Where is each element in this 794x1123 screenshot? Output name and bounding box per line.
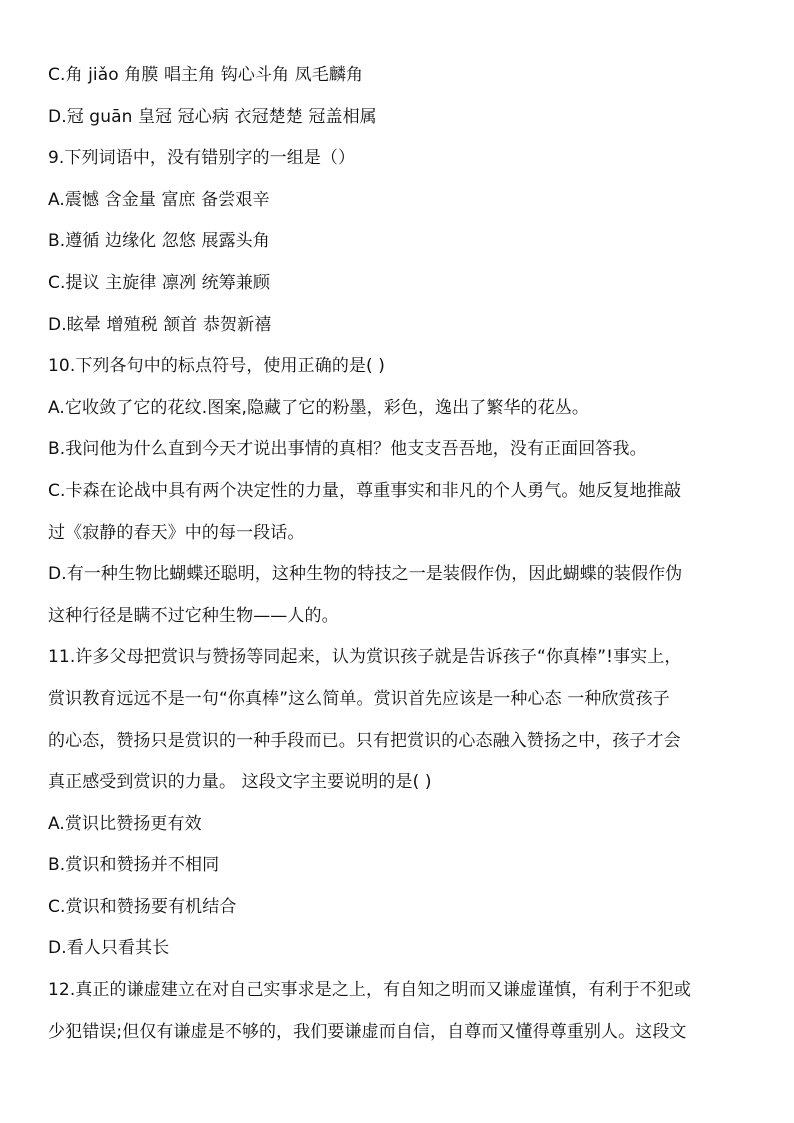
question-line: 11.许多父母把赏识与赞扬等同起来，认为赏识孩子就是告诉孩子“你真棒”!事实上， (48, 647, 682, 668)
option-line: A.它收敛了它的花纹.图案,隐藏了它的粉墨，彩色，逸出了繁华的花丛。 (48, 397, 589, 418)
option-line-continued: 过《寂静的春天》中的每一段话。 (48, 522, 305, 543)
option-line: D.眩晕 增殖税 颔首 恭贺新禧 (48, 314, 272, 335)
option-line: D.冠 guān 皇冠 冠心病 衣冠楚楚 冠盖相属 (48, 106, 377, 127)
option-line: C.角 jiǎo 角膜 唱主角 钩心斗角 凤毛麟角 (48, 65, 364, 85)
option-line: A.赏识比赞扬更有效 (48, 813, 202, 834)
option-line: B.遵循 边缘化 忽悠 展露头角 (48, 231, 270, 252)
option-line: C.提议 主旋律 凛冽 统筹兼顾 (48, 272, 271, 293)
question-line: 12.真正的谦虚建立在对自己实事求是之上，有自知之明而又谦虚谨慎，有利于不犯或 (48, 980, 691, 1001)
option-line: B.我问他为什么直到今天才说出事情的真相？他支支吾吾地，没有正面回答我。 (48, 439, 647, 460)
option-line: A.震憾 含金量 富庶 备尝艰辛 (48, 189, 270, 210)
option-line: B.赏识和赞扬并不相同 (48, 855, 220, 876)
question-line: 10.下列各句中的标点符号，使用正确的是( ) (48, 356, 386, 377)
option-line: D.有一种生物比蝴蝶还聪明，这种生物的特技之一是装假作伪，因此蝴蝶的装假作伪 (48, 564, 683, 585)
question-line-continued: 赏识教育远远不是一句“你真棒”这么简单。赏识首先应该是一种心态 一种欣赏孩子 (48, 688, 670, 709)
option-line: C.卡森在论战中具有两个决定性的力量，尊重事实和非凡的个人勇气。她反复地推敲 (48, 480, 682, 501)
question-line-continued: 少犯错误;但仅有谦虚是不够的，我们要谦虚而自信，自尊而又懂得尊重别人。这段文 (48, 1021, 687, 1042)
question-line-continued: 真正感受到赏识的力量。 这段文字主要说明的是( ) (48, 772, 432, 793)
option-line: C.赏识和赞扬要有机结合 (48, 896, 237, 917)
question-line-continued: 的心态，赞扬只是赏识的一种手段而已。只有把赏识的心态融入赞扬之中，孩子才会 (48, 730, 681, 751)
document-page (48, 55, 766, 1053)
option-line-continued: 这种行径是瞒不过它种生物——人的。 (48, 605, 339, 626)
question-line: 9.下列词语中，没有错别字的一组是（） (48, 148, 356, 169)
option-line: D.看人只看其长 (48, 938, 170, 959)
